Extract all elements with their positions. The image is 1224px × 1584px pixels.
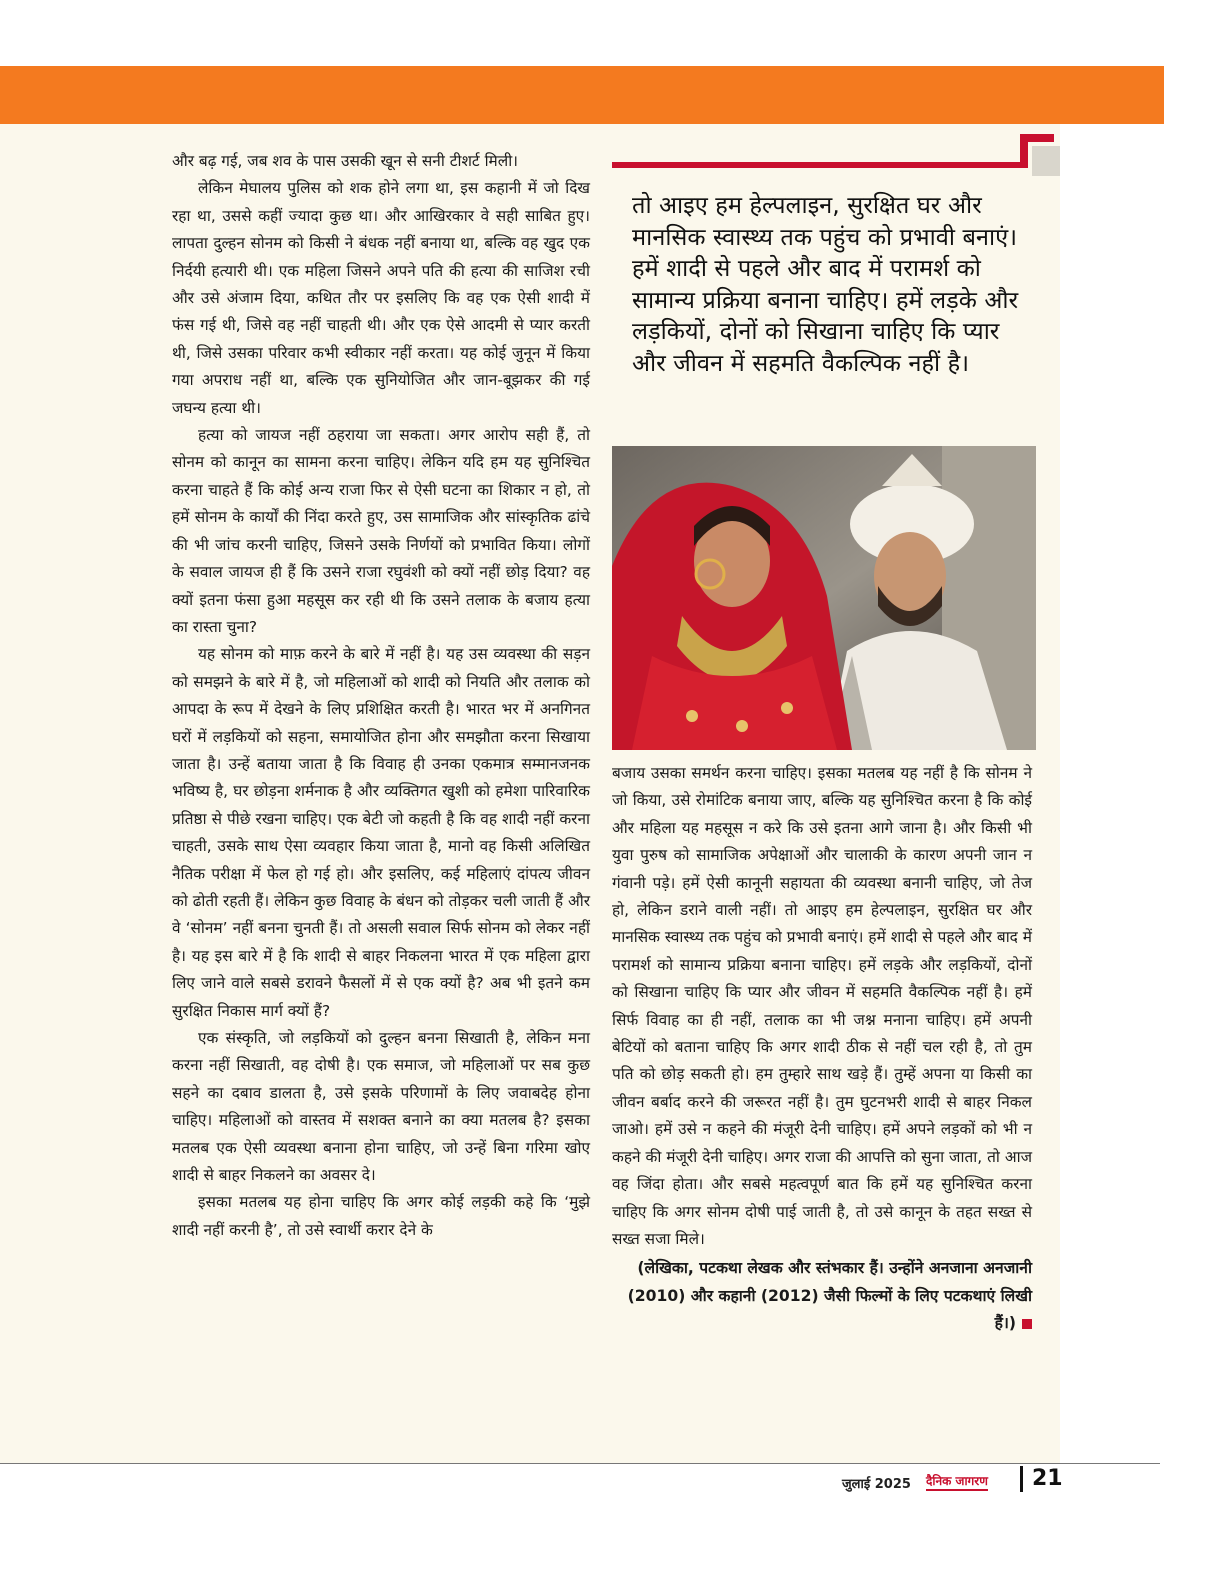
left-article-column — [172, 148, 590, 1244]
article-paragraph: हत्या को जायज नहीं ठहराया जा सकता। अगर आरोप सही हैं, तो सोनम को कानून का सामना करना चाहिए। लेकिन यदि हम यह सुनिश्चित करना चाहते हैं कि कोई अन्य राजा फिर से ऐसी घटना का शिकार न हो, तो हमें सोनम के कार्यों की निंदा करते हुए, उस सामाजिक और सांस्कृतिक ढांचे की भी जांच करनी चाहिए, जिसने उसके निर्णयों को प्रभावित किया। लोगों के सवाल जायज ही हैं कि उसने राजा रघुवंशी को क्यों नहीं छोड़ दिया? वह क्यों इतना फंसा हुआ महसूस कर रही थी कि उसने तलाक के बजाय हत्या का रास्ता चुना? — [172, 426, 590, 636]
article-paragraph: और बढ़ गई, जब शव के पास उसकी खून से सनी टीशर्ट मिली। — [172, 152, 519, 170]
wedding-photo-illustration — [612, 446, 1036, 750]
right-article-column — [612, 760, 1032, 1338]
quote-corner-shadow — [1032, 146, 1060, 176]
article-paragraph: यह सोनम को माफ़ करने के बारे में नहीं है। यह उस व्यवस्था की सड़न को समझने के बारे में है, जो महिलाओं को शादी को नियति और तलाक को आपदा के रूप में देखने के लिए प्रशिक्षित करती है। भारत भर में अनगिनत घरों में लड़कियों को सहना, समायोजित होना और समझौता करना सिखाया जाता है। उन्हें बताया जाता है कि विवाह ही उनका एकमात्र सम्मानजनक भविष्य है, घर छोड़ना शर्मनाक है और व्यक्तिगत खुशी को हमेशा पारिवारिक प्रतिष्ठा से पीछे रखना चाहिए। एक बेटी जो कहती है कि वह शादी नहीं करना चाहती, उसके साथ ऐसा व्यवहार किया जाता है, मानो वह किसी अलिखित नैतिक परीक्षा में फेल हो गई हो। और इसलिए, कई महिलाएं दांपत्य जीवन को ढोती रहती हैं। लेकिन कुछ विवाह के बंधन को तोड़कर चली जाती हैं और वे ‘सोनम’ नहीं बनना चुनती हैं। तो असली सवाल सिर्फ सोनम को लेकर नहीं है। यह इस बारे में है कि शादी से बाहर निकलना भारत में एक महिला द्वारा लिए जाने वाले सबसे डरावने फैसलों में से एक क्यों है? अब भी इतने कम सुरक्षित निकास मार्ग क्यों हैं? — [172, 645, 590, 1020]
author-note — [612, 1255, 1032, 1337]
page-number: 21 — [1032, 1466, 1063, 1491]
article-paragraph: बजाय उसका समर्थन करना चाहिए। इसका मतलब यह नहीं है कि सोनम ने जो किया, उसे रोमांटिक बनाया जाए, बल्कि यह सुनिश्चित करना है कि कोई और महिला यह महसूस न करे कि उसे इतना आगे जाना है। और किसी भी युवा पुरुष को सामाजिक अपेक्षाओं और चालाकी के कारण अपनी जान न गंवानी पड़े। हमें ऐसी कानूनी सहायता की व्यवस्था बनानी चाहिए, जो तेज हो, लेकिन डराने वाली नहीं। तो आइए हम हेल्पलाइन, सुरक्षित घर और मानसिक स्वास्थ्य तक पहुंच को प्रभावी बनाएं। हमें शादी से पहले और बाद में परामर्श को सामान्य प्रक्रिया बनाना चाहिए। हमें लड़के और लड़कियों, दोनों को सिखाना चाहिए कि प्यार और जीवन में सहमति वैकल्पिक नहीं है। हमें सिर्फ विवाह का ही नहीं, तलाक का भी जश्न मनाना चाहिए। हमें अपनी बेटियों को बताना चाहिए कि अगर शादी ठीक से नहीं चल रही है, तो तुम पति को छोड़ सकती हो। हम तुम्हारे साथ खड़े हैं। तुम्हें अपना या किसी का जीवन बर्बाद करने की जरूरत नहीं है। तुम घुटनभरी शादी से बाहर निकल जाओ। हमें उसे न कहने की मंजूरी देनी चाहिए। हमें अपने लड़कों को भी न कहने की मंजूरी देनी चाहिए। अगर राजा की आपत्ति को सुना जाता, तो आज वह जिंदा होता। और सबसे महत्वपूर्ण बात कि हमें यह सुनिश्चित करना चाहिए कि अगर सोनम दोषी पाई जाती है, तो उसे कानून के तहत सख्त से सख्त सजा मिले। — [612, 764, 1032, 1248]
article-paragraph: इसका मतलब यह होना चाहिए कि अगर कोई लड़की कहे कि ‘मुझे शादी नहीं करनी है’, तो उसे स्वार्थी करार देने के — [172, 1193, 590, 1239]
pull-quote: तो आइए हम हेल्पलाइन, सुरक्षित घर और मानसिक स्वास्थ्य तक पहुंच को प्रभावी बनाएं। हमें शादी से पहले और बाद में परामर्श को सामान्य प्रक्रिया बनाना चाहिए। हमें लड़के और लड़कियों, दोनों को सिखाना चाहिए कि प्यार और जीवन में सहमति वैकल्पिक नहीं है। — [632, 191, 1019, 377]
magazine-logo: दैनिक जागरण — [926, 1472, 988, 1491]
end-mark-icon — [1022, 1319, 1032, 1329]
article-paragraph: लेकिन मेघालय पुलिस को शक होने लगा था, इस कहानी में जो दिख रहा था, उससे कहीं ज्यादा कुछ था। और आखिरकार वे सही साबित हुए। लापता दुल्हन सोनम को किसी ने बंधक नहीं बनाया था, बल्कि वह खुद एक निर्दयी हत्यारी थी। एक महिला जिसने अपने पति की हत्या की साजिश रची और उसे अंजाम दिया, कथित तौर पर इसलिए कि वह एक ऐसी शादी में फंस गई थी, जिसे वह नहीं चाहती थी। और एक ऐसे आदमी से प्यार करती थी, जिसे उसका परिवार कभी स्वीकार नहीं करता। यह कोई जुनून में किया गया अपराध नहीं था, बल्कि एक सुनियोजित और जान-बूझकर की गई जघन्य हत्या थी। — [172, 179, 590, 417]
wedding-couple-photo — [612, 446, 1036, 750]
issue-date: जुलाई 2025 — [842, 1477, 911, 1492]
footer-rule — [0, 1463, 1160, 1464]
pull-quote-rule — [612, 162, 1026, 168]
article-paragraph: एक संस्कृति, जो लड़कियों को दुल्हन बनना सिखाती है, लेकिन मना करना नहीं सिखाती, वह दोषी है। एक समाज, जो महिलाओं पर सब कुछ सहने का दबाव डालता है, उसे इसके परिणामों के लिए जवाबदेह होना चाहिए। महिलाओं को वास्तव में सशक्त बनाने का क्या मतलब है? इसका मतलब एक ऐसी व्यवस्था बनाना होना चाहिए, जो उन्हें बिना गरिमा खोए शादी से बाहर निकलने का अवसर दे। — [172, 1029, 590, 1185]
header-color-band — [0, 66, 1164, 124]
author-note-text: (लेखिका, पटकथा लेखक और स्तंभकार हैं। उन्होंने अनजाना अनजानी (2010) और कहानी (2012) जैसी फिल्मों के लिए पटकथाएं लिखी हैं।) — [627, 1259, 1032, 1333]
footer-divider — [1020, 1466, 1023, 1492]
